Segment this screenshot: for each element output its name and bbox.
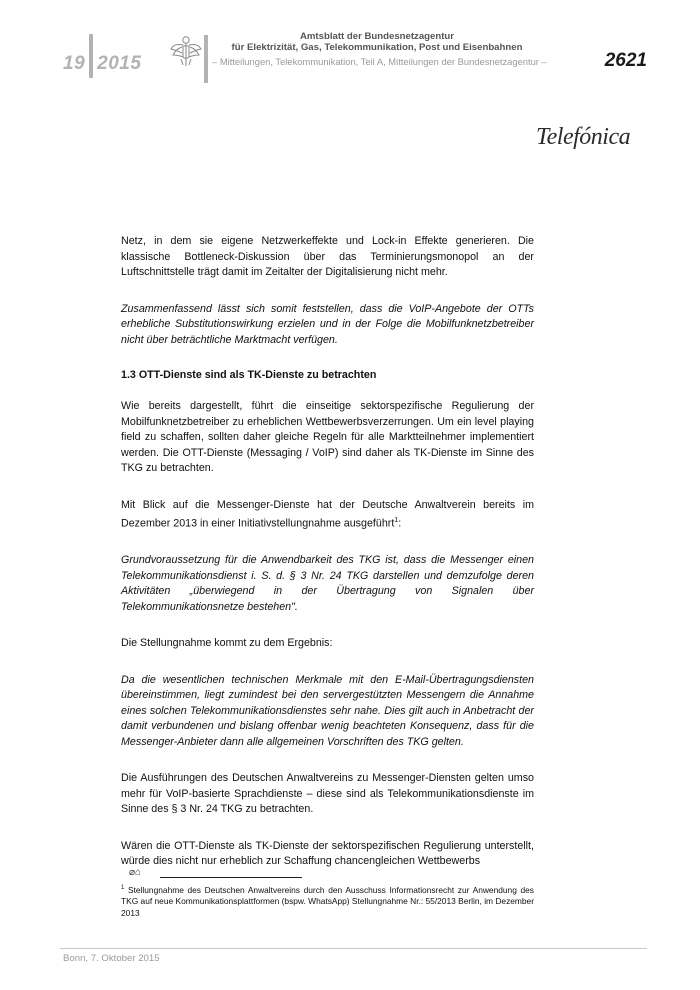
- footer-location-date: Bonn, 7. Oktober 2015: [63, 953, 160, 964]
- paragraph-7-quote: Da die wesentlichen technischen Merkmale mit den E-Mail-Übertragungsdiensten übereinstimmen, liegt zumindest bei den servergestützten Messengern die Annahme eines solchen Telekommunikationsdienstes sehr nahe. Dies gilt auch in Anbetracht der damit verbundenen und bislang offenbar wenig beachteten Konsequenz, dass für die Messenger-Anbieter dann alle allgemeinen Vorschriften des TKG gelten.: [121, 673, 534, 748]
- gazette-subtitle: – Mitteilungen, Telekommunikation, Teil A, Mitteilungen der Bundesnetzagentur –: [212, 56, 547, 67]
- issue-separator: [89, 34, 93, 78]
- footnote-text: Stellungnahme des Deutschen Anwaltvereins durch den Ausschuss Informationsrecht zur Anwendung des TKG auf neue Kommunikationsplattformen (bspw. WhatsApp) Stellungnahme Nr.: 55/2013 Berlin, im Dezember 2013: [121, 884, 534, 918]
- paragraph-4-text: Mit Blick auf die Messenger-Dienste hat der Deutsche Anwaltverein bereits im Dezember 2013 in einer Initiativstellungnahme ausgeführt: [121, 498, 534, 530]
- footnote: [121, 883, 534, 919]
- footnote-marker-icon: ⌀⌂: [129, 867, 142, 878]
- header-divider: [204, 35, 208, 83]
- paragraph-2-summary: Zusammenfassend lässt sich somit feststellen, dass die VoIP-Angebote der OTTs erhebliche Substitutionswirkung erzielen und in der Folge die Mobilfunknetzbetreiber nicht über beträchtliche Marktmacht verfügen.: [121, 302, 534, 346]
- paragraph-5-quote: Grundvoraussetzung für die Anwendbarkeit des TKG ist, dass die Messenger einen Telekommunikationsdienst i. S. d. § 3 Nr. 24 TKG darstellen und demzufolge deren Aktivitäten „überwiegend in der Übertragung von Signalen über Telekommunikationsnetze bestehen".: [121, 554, 534, 613]
- paragraph-4: [121, 498, 534, 533]
- document-body: [121, 234, 534, 891]
- paragraph-3: Wie bereits dargestellt, führt die einseitige sektorspezifische Regulierung der Mobilfunknetzbetreiber zu erheblichen Wettbewerbsverzerrungen. Um ein level playing field zu schaffen, sollten daher gleiche Regeln für alle Marktteilnehmer implementiert werden. Die OTT-Dienste (Messaging / VoIP) sind daher als TK-Dienste im Sinne des TKG zu betrachten.: [121, 400, 534, 474]
- paragraph-4-end: :: [398, 517, 402, 530]
- section-heading: 1.3 OTT-Dienste sind als TK-Dienste zu betrachten: [121, 369, 377, 381]
- issue-year: 2015: [97, 53, 142, 75]
- paragraph-6: Die Stellungnahme kommt zu dem Ergebnis:: [121, 637, 333, 650]
- telefonica-logo: Telefónica: [536, 124, 631, 150]
- paragraph-9: Wären die OTT-Dienste als TK-Dienste der sektorspezifischen Regulierung unterstellt, würde dies nicht nur erheblich zur Schaffung chancengleichen Wettbewerbs: [121, 839, 534, 868]
- gazette-title-line1: Amtsblatt der Bundesnetzagentur: [299, 31, 455, 42]
- paragraph-8: Die Ausführungen des Deutschen Anwaltvereins zu Messenger-Diensten gelten umso mehr für VoIP-basierte Sprachdienste – diese sind als Telekommunikationsdienste im Sinne des § 3 Nr. 24 TKG zu betrachten.: [121, 772, 534, 816]
- footer-divider: [60, 948, 647, 949]
- footnote-number: 1: [121, 885, 125, 891]
- footnote-rule: [160, 877, 302, 878]
- issue-number: 19: [63, 53, 86, 75]
- gazette-title-line2: für Elektrizität, Gas, Telekommunikation, Post und Eisenbahnen: [231, 42, 523, 53]
- paragraph-1: Netz, in dem sie eigene Netzwerkeffekte und Lock-in Effekte generieren. Die klassische Bottleneck-Diskussion über das Terminierungsmonopol an der Luftschnittstelle trägt damit im Zeitalter der Digitalisierung nicht mehr.: [121, 235, 534, 278]
- footnote-reference[interactable]: 1: [394, 517, 399, 524]
- issue-label: [63, 50, 141, 78]
- page-number: 2621: [604, 50, 647, 71]
- gazette-title: [212, 31, 542, 53]
- federal-eagle-icon: [170, 33, 202, 67]
